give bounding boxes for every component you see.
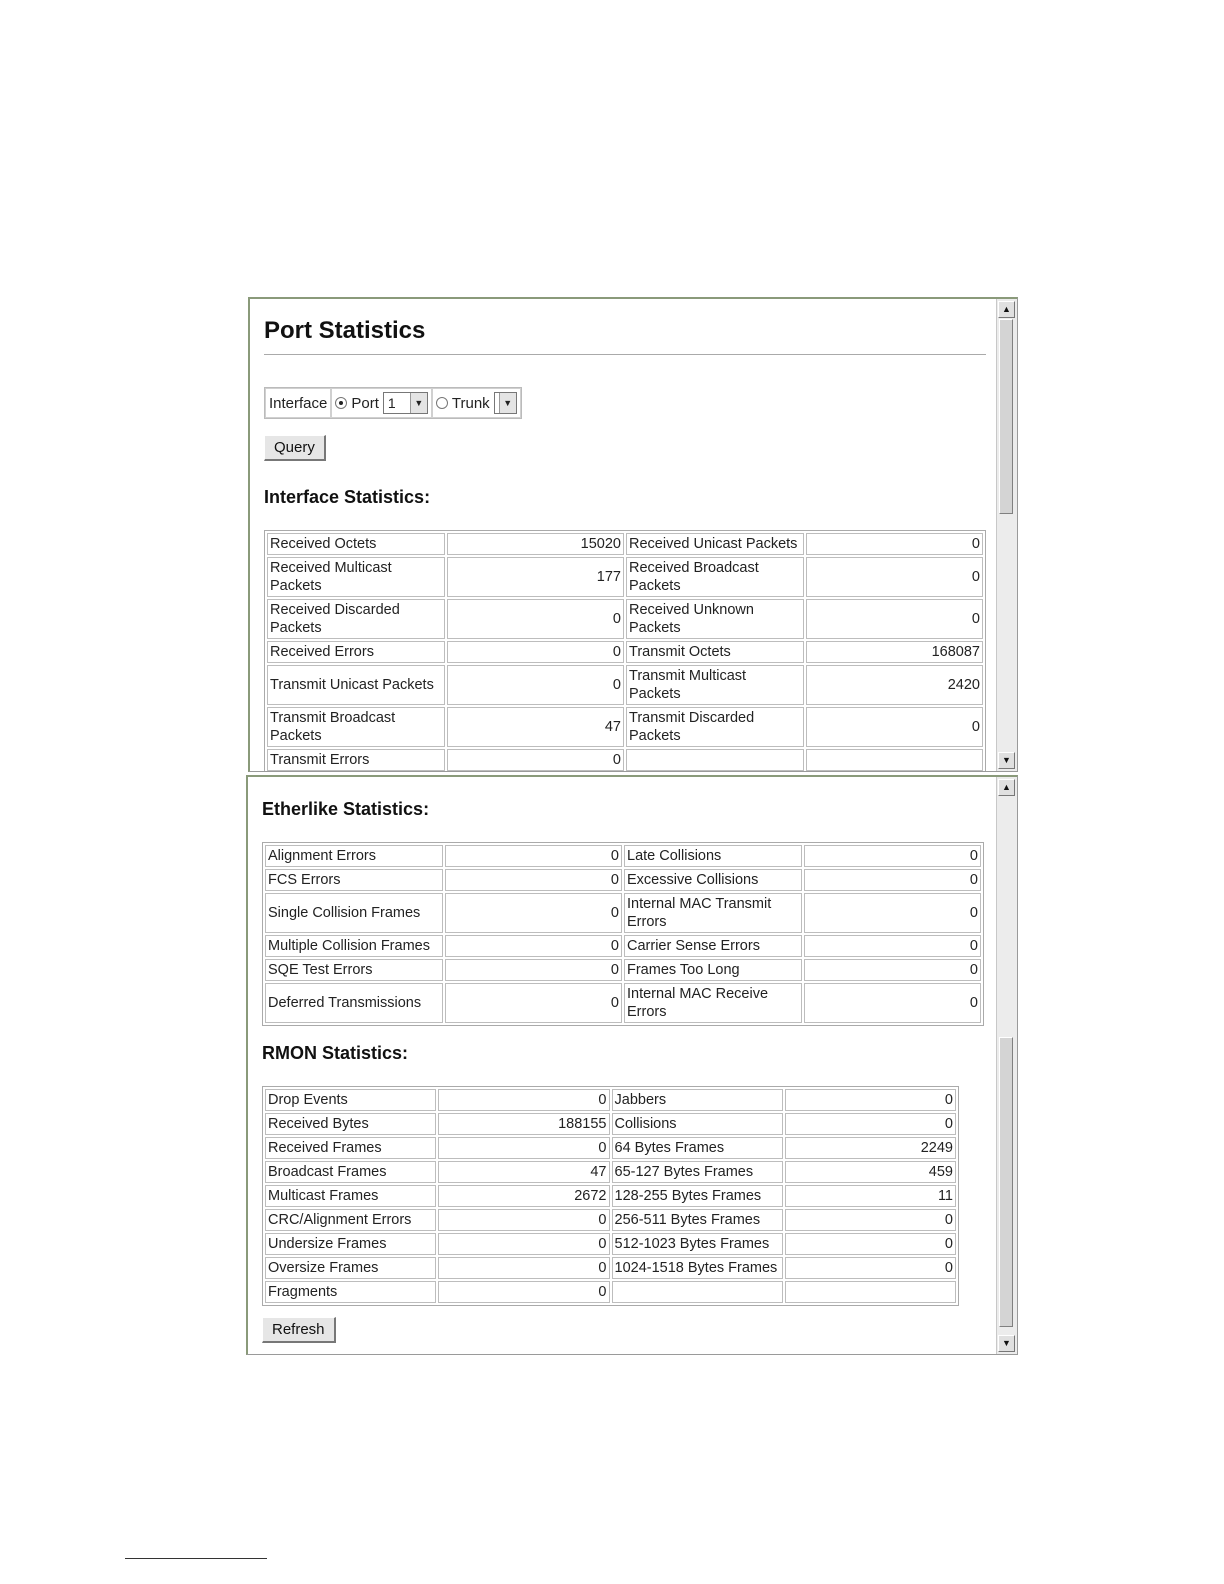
footer-rule (125, 1558, 267, 1559)
trunk-radio[interactable] (436, 397, 448, 409)
stat-value: 15020 (447, 533, 625, 555)
stat-label: FCS Errors (265, 869, 443, 891)
top-scrollbar[interactable] (996, 299, 1017, 771)
stat-label: Received Broadcast Packets (626, 557, 804, 597)
port-select-value: 1 (387, 395, 396, 411)
stat-label: Undersize Frames (265, 1233, 436, 1255)
table-row (265, 1233, 956, 1255)
table-row (265, 935, 981, 957)
stat-label: Transmit Multicast Packets (626, 665, 804, 705)
table-row (265, 1257, 956, 1279)
stat-label (626, 749, 804, 771)
bottom-frame (246, 775, 1018, 1355)
interface-label: Interface (269, 394, 328, 412)
interface-stats-table (264, 530, 986, 772)
scroll-up-icon[interactable]: ▲ (998, 779, 1015, 796)
stat-value: 0 (806, 599, 984, 639)
table-row (267, 749, 983, 771)
stat-label: Received Errors (267, 641, 445, 663)
scroll-down-icon[interactable]: ▼ (998, 1335, 1015, 1352)
page-title: Port Statistics (264, 317, 426, 344)
stat-label: CRC/Alignment Errors (265, 1209, 436, 1231)
table-row (265, 1113, 956, 1135)
stat-value: 168087 (806, 641, 984, 663)
stat-value: 0 (445, 959, 623, 981)
table-row (267, 707, 983, 747)
stat-label: Late Collisions (624, 845, 802, 867)
stat-label: 1024-1518 Bytes Frames (612, 1257, 783, 1279)
stat-label: Transmit Octets (626, 641, 804, 663)
stat-label: Deferred Transmissions (265, 983, 443, 1023)
interface-stats-heading: Interface Statistics: (264, 487, 431, 507)
stat-label: Alignment Errors (265, 845, 443, 867)
stat-label: Fragments (265, 1281, 436, 1303)
stat-label: Internal MAC Receive Errors (624, 983, 802, 1023)
title-divider (264, 354, 986, 355)
port-label: Port (351, 394, 379, 412)
stat-value: 0 (447, 641, 625, 663)
interface-label-cell (265, 388, 331, 418)
interface-selector (264, 387, 522, 419)
chevron-down-icon[interactable]: ▼ (499, 393, 516, 413)
stat-value: 0 (445, 845, 623, 867)
stat-value (785, 1281, 956, 1303)
stat-label: Carrier Sense Errors (624, 935, 802, 957)
stat-label: Single Collision Frames (265, 893, 443, 933)
table-row (267, 665, 983, 705)
table-row (265, 1209, 956, 1231)
stat-label: Multicast Frames (265, 1185, 436, 1207)
scroll-thumb[interactable] (999, 1037, 1013, 1327)
stat-label: 64 Bytes Frames (612, 1137, 783, 1159)
stat-value: 0 (438, 1281, 609, 1303)
stat-value: 0 (447, 749, 625, 771)
stat-value: 0 (438, 1257, 609, 1279)
stat-label: Frames Too Long (624, 959, 802, 981)
refresh-button[interactable]: Refresh (262, 1317, 336, 1343)
stat-value: 0 (804, 893, 982, 933)
stat-label (612, 1281, 783, 1303)
stat-value: 11 (785, 1185, 956, 1207)
stat-value: 2672 (438, 1185, 609, 1207)
stat-label: Excessive Collisions (624, 869, 802, 891)
stat-label: 256-511 Bytes Frames (612, 1209, 783, 1231)
table-row (265, 1281, 956, 1303)
stat-value: 0 (445, 935, 623, 957)
rmon-stats-heading: RMON Statistics: (262, 1043, 409, 1063)
stat-label: Transmit Broadcast Packets (267, 707, 445, 747)
stat-value: 0 (445, 983, 623, 1023)
stat-value: 0 (785, 1233, 956, 1255)
chevron-down-icon[interactable]: ▼ (410, 393, 427, 413)
stat-label: Multiple Collision Frames (265, 935, 443, 957)
port-radio[interactable] (335, 397, 347, 409)
stat-value: 459 (785, 1161, 956, 1183)
trunk-select[interactable] (494, 392, 517, 414)
stat-label: Broadcast Frames (265, 1161, 436, 1183)
stat-value: 188155 (438, 1113, 609, 1135)
scroll-down-icon[interactable]: ▼ (998, 752, 1015, 769)
stat-value: 0 (804, 869, 982, 891)
stat-value: 0 (806, 533, 984, 555)
stat-label: Oversize Frames (265, 1257, 436, 1279)
stat-label: SQE Test Errors (265, 959, 443, 981)
port-option[interactable] (331, 388, 432, 418)
stat-value: 0 (445, 869, 623, 891)
top-frame (248, 297, 1018, 772)
stat-label: Internal MAC Transmit Errors (624, 893, 802, 933)
stat-label: Jabbers (612, 1089, 783, 1111)
stat-label: Transmit Unicast Packets (267, 665, 445, 705)
stat-value: 0 (438, 1089, 609, 1111)
stat-label: Transmit Discarded Packets (626, 707, 804, 747)
scroll-up-icon[interactable]: ▲ (998, 301, 1015, 318)
query-button[interactable]: Query (264, 435, 326, 461)
stat-value: 0 (438, 1209, 609, 1231)
stat-label: 128-255 Bytes Frames (612, 1185, 783, 1207)
stat-label: Received Octets (267, 533, 445, 555)
stat-value: 2249 (785, 1137, 956, 1159)
stat-value: 0 (804, 845, 982, 867)
stat-value: 0 (804, 935, 982, 957)
stat-value: 0 (785, 1113, 956, 1135)
stat-value: 0 (804, 959, 982, 981)
stat-value: 0 (806, 557, 984, 597)
stat-label: Received Unicast Packets (626, 533, 804, 555)
rmon-stats-table (262, 1086, 959, 1306)
table-row (265, 1089, 956, 1111)
stat-value: 0 (804, 983, 982, 1023)
trunk-label: Trunk (451, 394, 490, 412)
stat-label: Drop Events (265, 1089, 436, 1111)
table-row (265, 1161, 956, 1183)
trunk-option[interactable] (432, 388, 521, 418)
stat-value: 0 (445, 893, 623, 933)
table-row (265, 959, 981, 981)
stat-value: 0 (785, 1089, 956, 1111)
stat-label: Received Multicast Packets (267, 557, 445, 597)
stat-label: Received Discarded Packets (267, 599, 445, 639)
stat-value: 0 (785, 1209, 956, 1231)
table-row (265, 869, 981, 891)
table-row (265, 983, 981, 1023)
stat-value: 47 (438, 1161, 609, 1183)
stat-label: Received Frames (265, 1137, 436, 1159)
table-row (267, 533, 983, 555)
stat-value: 0 (785, 1257, 956, 1279)
stat-label: Received Bytes (265, 1113, 436, 1135)
stat-value: 2420 (806, 665, 984, 705)
stat-label: Transmit Errors (267, 749, 445, 771)
etherlike-stats-table (262, 842, 984, 1026)
stat-label: 65-127 Bytes Frames (612, 1161, 783, 1183)
stat-label: Received Unknown Packets (626, 599, 804, 639)
stat-label: 512-1023 Bytes Frames (612, 1233, 783, 1255)
etherlike-stats-heading: Etherlike Statistics: (262, 799, 430, 819)
stat-value: 0 (447, 665, 625, 705)
stat-value: 47 (447, 707, 625, 747)
table-row (265, 1185, 956, 1207)
stat-value (806, 749, 984, 771)
table-row (265, 845, 981, 867)
table-row (265, 893, 981, 933)
stat-value: 177 (447, 557, 625, 597)
bottom-scrollbar[interactable] (996, 777, 1017, 1354)
stat-value: 0 (438, 1137, 609, 1159)
stat-value: 0 (806, 707, 984, 747)
table-row (267, 557, 983, 597)
stat-value: 0 (438, 1233, 609, 1255)
table-row (267, 599, 983, 639)
table-row (267, 641, 983, 663)
stat-label: Collisions (612, 1113, 783, 1135)
table-row (265, 1137, 956, 1159)
stat-value: 0 (447, 599, 625, 639)
scroll-thumb[interactable] (999, 319, 1013, 514)
port-select[interactable] (383, 392, 428, 414)
